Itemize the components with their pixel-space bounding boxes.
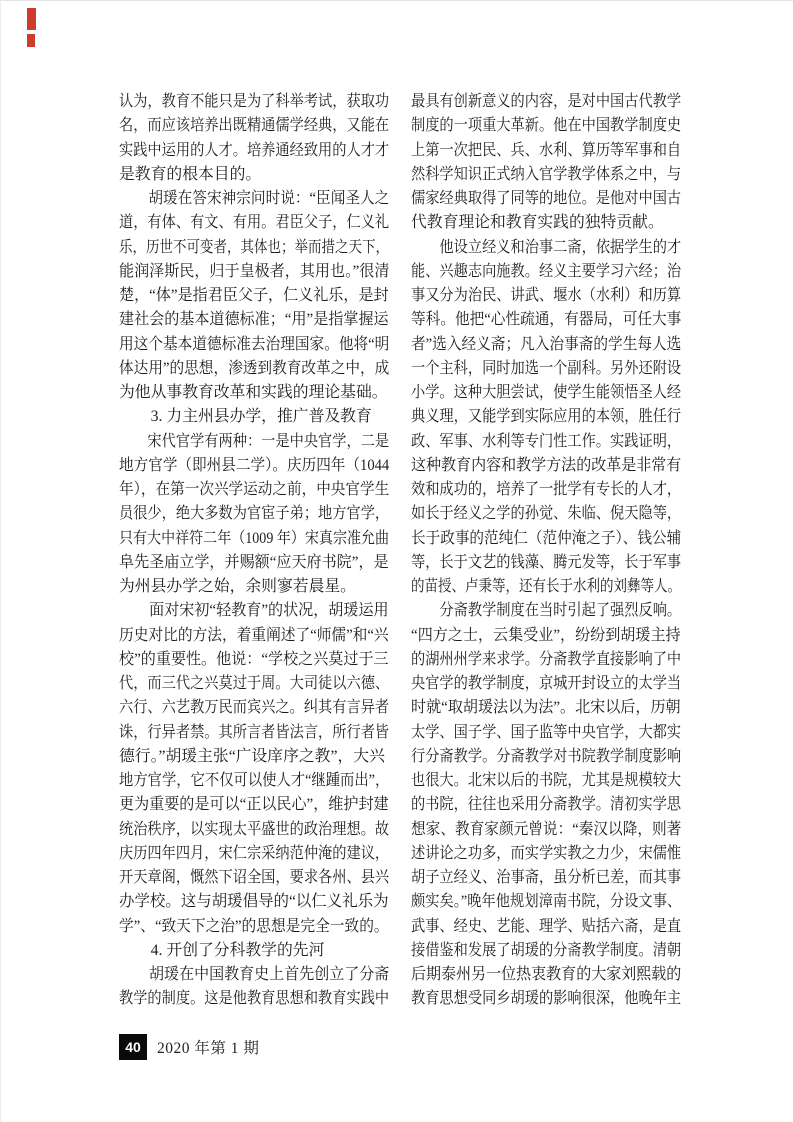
text-line: 效和成功的，培养了一批学有专长的人才， <box>411 481 682 498</box>
text-line: 也很大。北宋以后的书院，尤其是规模较大 <box>411 772 682 789</box>
text-line: 体达用”的思想，渗透到教育改革之中，成 <box>119 359 390 377</box>
text-line: 庆历四年四月，宋仁宗采纳范仲淹的建议， <box>119 844 390 862</box>
text-line: 年），在第一次兴学运动之前，中央官学生 <box>119 481 390 498</box>
text-line: 代教育理论和教育实践的独特贡献。 <box>411 214 664 232</box>
text-line: 胡瑗在答宋神宗问时说：“臣闻圣人之 <box>119 190 390 207</box>
text-line: 是教育的根本目的。 <box>119 165 262 183</box>
text-line: 上第一次把民、兵、水利、算历等军事和自 <box>411 141 682 159</box>
text-line: 代，而三代之兴莫过于周。大司徒以六德、 <box>119 675 390 692</box>
text-line: 德行。”胡瑗主张“广设庠序之教”，大兴 <box>119 747 385 765</box>
page-footer <box>119 1034 259 1060</box>
text-line: 地方官学（即州县二学）。庆历四年（1044 <box>119 456 390 474</box>
text-line: 员很少，绝大多数为官宦子弟；地方官学， <box>119 505 390 523</box>
text-line: 这种教育内容和教学方法的改革是非常有 <box>411 456 682 474</box>
text-line: 教育思想受同乡胡瑗的影响很深，他晚年主 <box>411 990 682 1008</box>
text-line: 行分斋教学。分斋教学对书院教学制度影响 <box>411 747 682 765</box>
article-column-right <box>411 90 681 1012</box>
text-line: 为州县办学之始，余则寥若晨星。 <box>119 578 356 595</box>
text-line: 如长于经义之学的孙觉、朱临、倪天隐等， <box>411 505 682 523</box>
text-line: 小学。这种大胆尝试，使学生能领悟圣人经 <box>411 384 682 401</box>
text-line: 胡子立经义、治事斋，虽分析已差，而其事 <box>411 869 682 886</box>
issue-label: 2020 年第 1 期 <box>157 1040 260 1057</box>
text-line: 央官学的教学制度，京城开封设立的太学当 <box>411 675 682 692</box>
text-line: 4. 开创了分科教学的先河 <box>119 941 325 959</box>
text-line: 名，而应该培养出既精通儒学经典，又能在 <box>119 117 390 135</box>
text-line: 乐，历世不可变者，其体也；举而措之天下， <box>119 238 389 256</box>
text-line: 阜先圣庙立学，并赐额“应天府书院”，是 <box>119 553 389 571</box>
text-line: 政、军事、水利等专门性工作。实践证明， <box>411 432 682 450</box>
text-line: 教学的制度。这是他教育思想和教育实践中 <box>119 990 390 1008</box>
text-line: 然科学知识正式纳入官学教学体系之中，与 <box>411 165 682 183</box>
text-line: 一个主科，同时加选一个副科。另外还附设 <box>411 359 682 377</box>
text-line: 地方官学，它不仅可以使人才“继踵而出”， <box>119 772 390 789</box>
text-line: 道，有体、有文、有用。君臣父子，仁义礼 <box>119 214 390 232</box>
text-line: 更为重要的是可以“正以民心”，维护封建 <box>119 796 389 814</box>
text-line: 最具有创新意义的内容，是对中国古代教学 <box>411 93 682 110</box>
text-line: 想家、教育家颜元曾说：“秦汉以降，则著 <box>411 820 682 838</box>
text-line: 时就“取胡瑗法以为法”。北宋以后，历朝 <box>411 699 681 717</box>
text-line: 统治秩序，以实现太平盛世的政治理想。故 <box>119 820 390 838</box>
text-line: 能润泽斯民，归于皇极者，其用也。”很清 <box>119 262 390 280</box>
text-line: 分斋教学制度在当时引起了强烈反响。 <box>411 602 682 620</box>
text-line: 颇实矣。”晚年他规划漳南书院，分设文事、 <box>411 893 682 911</box>
text-line: 面对宋初“轻教育”的状况，胡瑗运用 <box>119 602 389 620</box>
text-line: 太学、国子学、国子监等中央官学，大都实 <box>411 723 682 741</box>
text-line: 历史对比的方法，着重阐述了“师儒”和“兴 <box>119 626 389 644</box>
text-line: 述讲论之功多，而实学实教之力少，宋儒惟 <box>411 844 682 862</box>
text-line: 实践中运用的人才。培养通经致用的人才才 <box>119 141 390 159</box>
text-line: 等，长于文艺的钱藻、腾元发等，长于军事 <box>411 553 682 571</box>
text-line: 的书院，往往也采用分斋教学。清初实学思 <box>411 796 682 814</box>
text-line: 校”的重要性。他说：“学校之兴莫过于三 <box>119 650 389 668</box>
text-line: 事又分为治民、讲武、堰水（水利）和历算 <box>411 287 682 304</box>
text-line: 为他从事教育改革和实践的理论基础。 <box>119 384 388 401</box>
text-line: “四方之士，云集受业”，纷纷到胡瑗主持 <box>411 626 681 644</box>
text-line: 等科。他把“心性疏通，有器局，可任大事 <box>411 311 682 329</box>
text-line: 接借鉴和发展了胡瑗的分斋教学制度。清朝 <box>411 941 682 959</box>
text-line: 者”选入经义斋；凡入治事斋的学生每人选 <box>411 335 682 353</box>
text-line: 用这个基本道德标准去治理国家。他将“明 <box>119 335 390 353</box>
text-line: 认为，教育不能只是为了科举考试，获取功 <box>119 93 390 110</box>
text-line: 开天章阁，慨然下诏全国，要求各州、县兴 <box>119 869 390 886</box>
text-line: 武事、经史、艺能、理学、贴括六斋，是直 <box>411 917 682 935</box>
text-line: 典义理，又能学到实际应用的本领，胜任行 <box>411 408 682 426</box>
text-line: 建社会的基本道德标准；“用”是指掌握运 <box>119 311 389 329</box>
text-line: 的苗授、卢秉等，还有长于水利的刘彝等人。 <box>411 578 681 595</box>
page-number-badge: 40 <box>119 1034 147 1060</box>
text-line: 诛，行异者禁。其所言者皆法言，所行者皆 <box>119 723 390 741</box>
text-line: 只有大中祥符二年（1009 年）宋真宗准允曲 <box>119 529 390 547</box>
text-line: 六行、六艺教万民而宾兴之。纠其有言异者 <box>119 699 390 717</box>
text-line: 的湖州州学来求学。分斋教学直接影响了中 <box>411 650 682 668</box>
text-line: 制度的一项重大革新。他在中国教学制度史 <box>411 117 682 135</box>
text-line: 3. 力主州县办学，推广普及教育 <box>119 408 372 426</box>
text-line: 后期泰州另一位热衷教育的大家刘熙载的 <box>411 966 682 983</box>
text-line: 他设立经义和治事二斋，依据学生的才 <box>411 238 682 256</box>
red-crop-mark <box>27 8 36 30</box>
text-line: 胡瑗在中国教育史上首先创立了分斋 <box>119 966 390 983</box>
text-line: 儒家经典取得了同等的地位。是他对中国古 <box>411 190 682 207</box>
red-crop-mark <box>27 34 35 47</box>
text-line: 办学校。这与胡瑗倡导的“以仁义礼乐为 <box>119 893 389 911</box>
text-line: 长于政事的范纯仁（范仲淹之子）、钱公辅 <box>411 529 682 547</box>
text-line: 宋代官学有两种：一是中央官学，二是 <box>119 432 390 450</box>
text-line: 学”、“致天下之治”的思想是完全一致的。 <box>119 917 389 935</box>
text-line: 楚，“体”是指君臣父子，仁义礼乐，是封 <box>119 287 389 304</box>
article-column-left <box>119 90 389 1012</box>
text-line: 能、兴趣志向施教。经义主要学习六经；治 <box>411 262 682 280</box>
